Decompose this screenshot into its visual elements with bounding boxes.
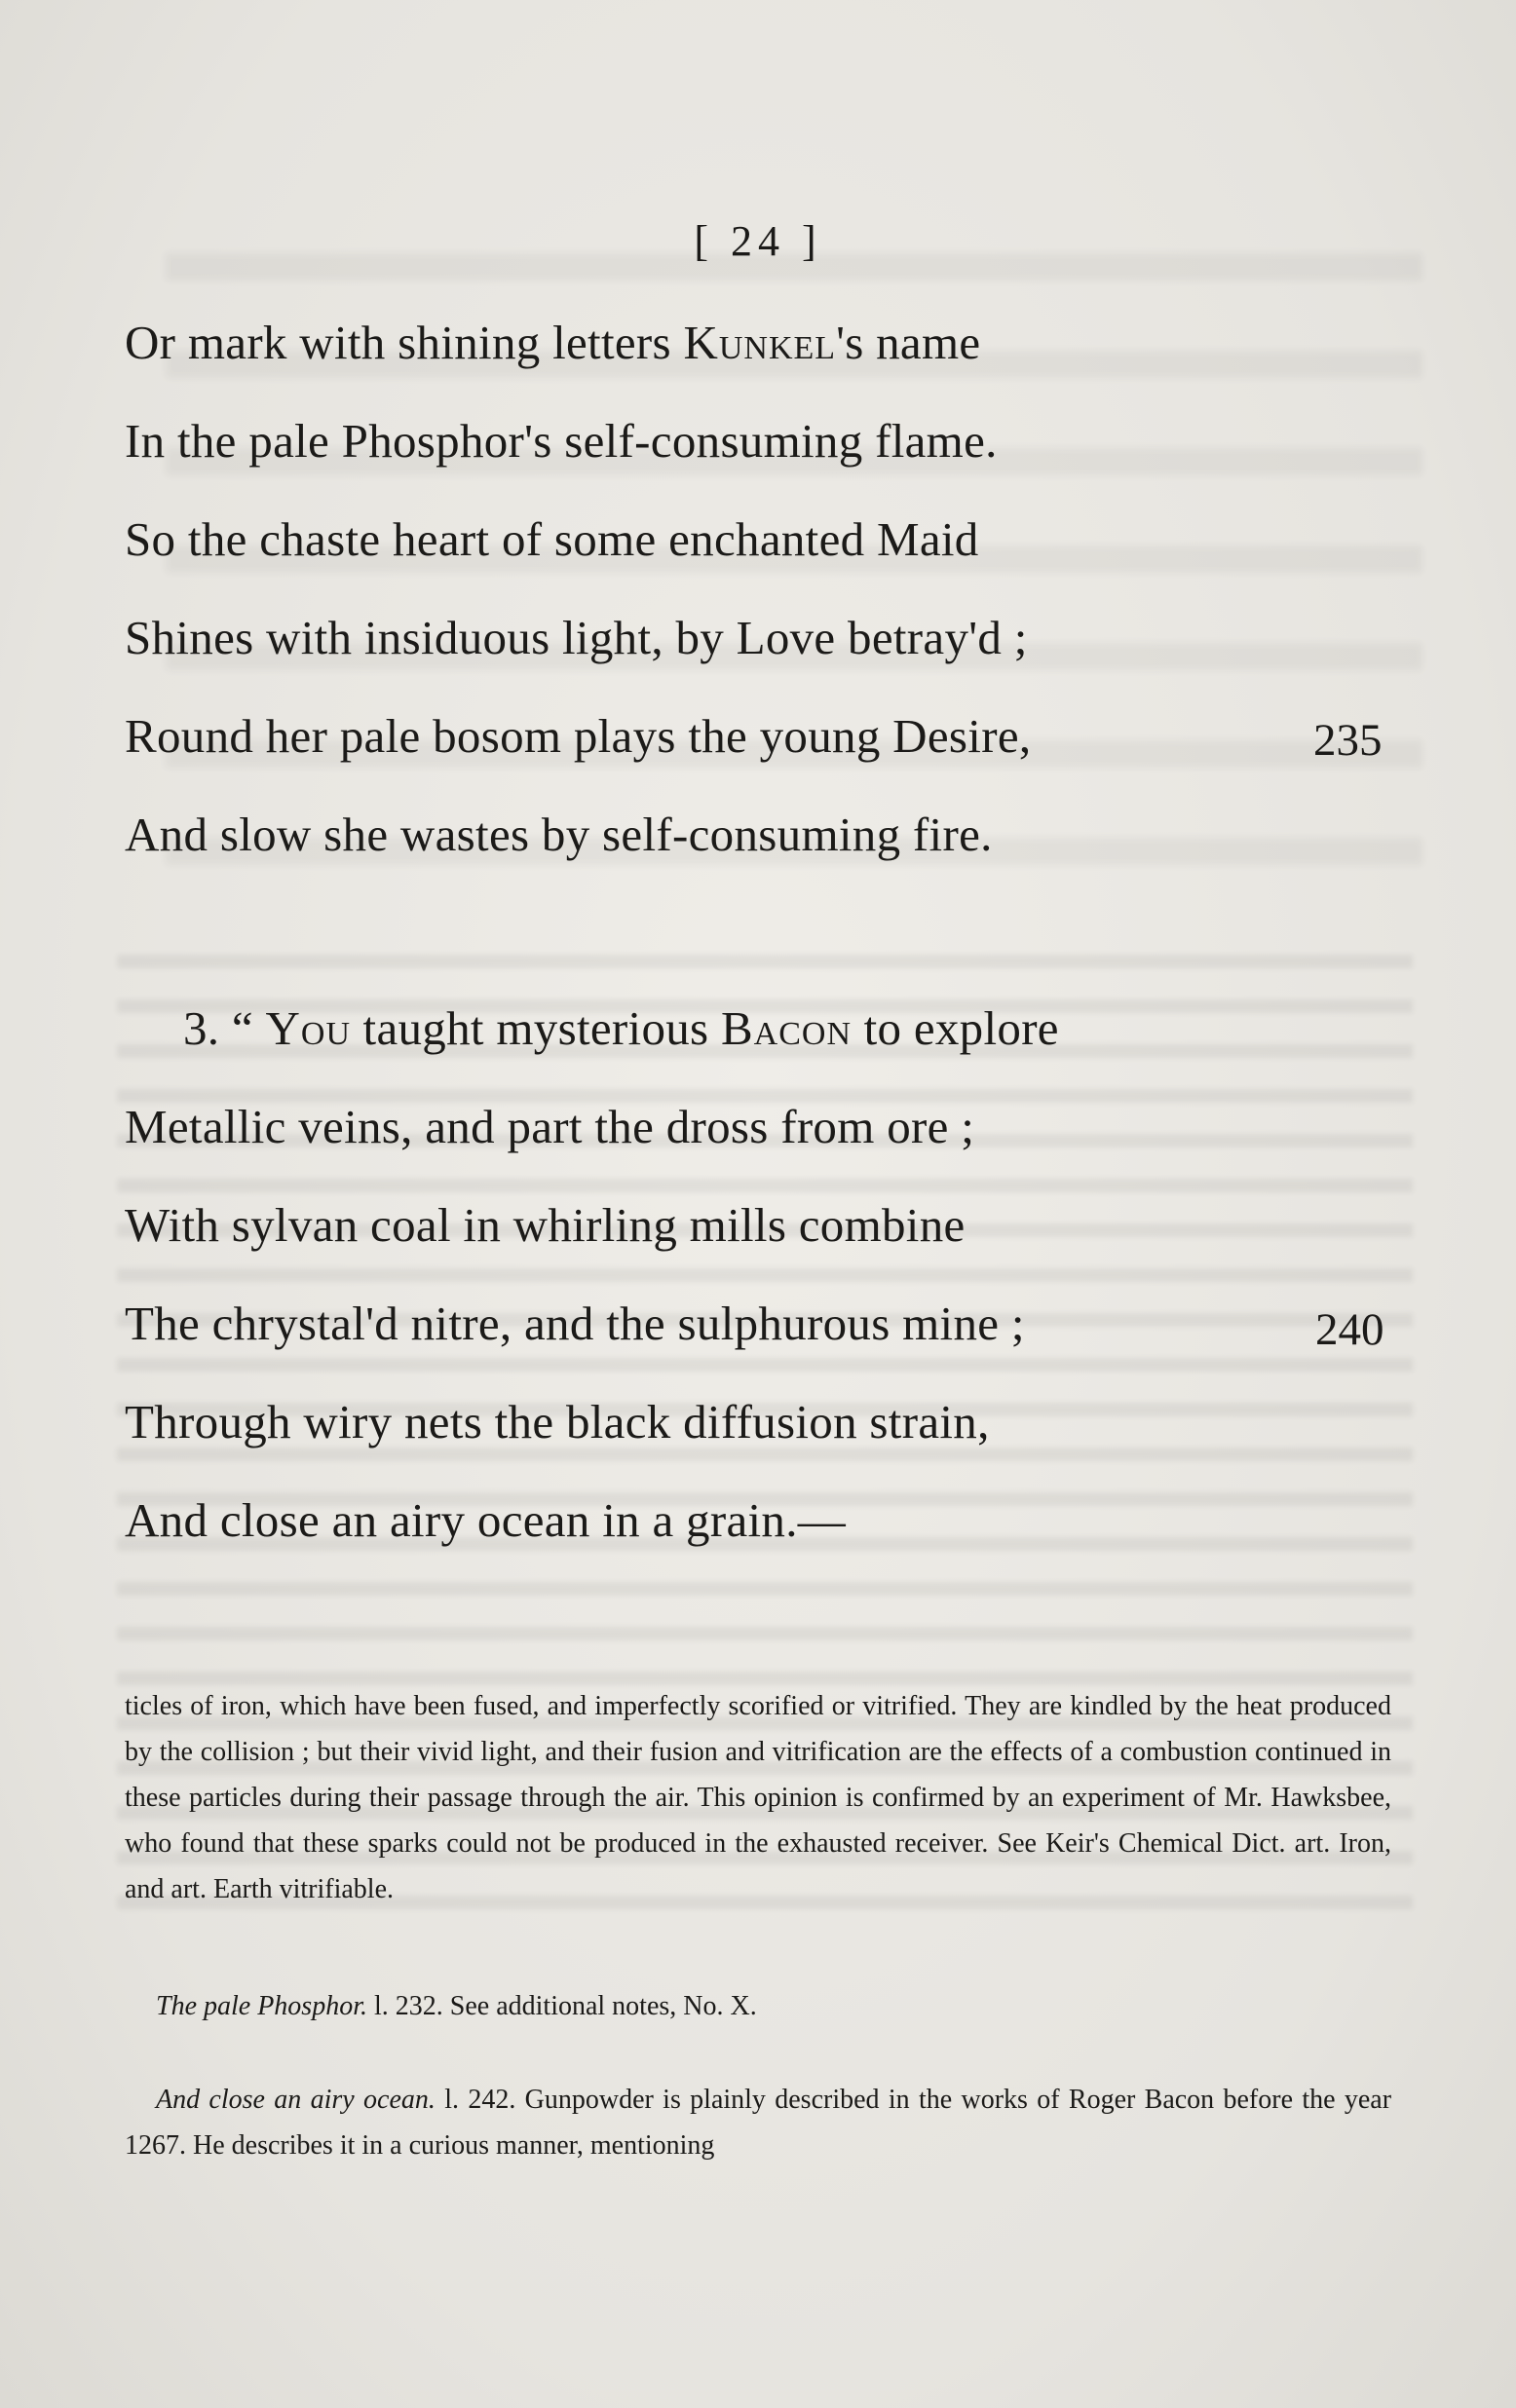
verse-text: 's name	[836, 316, 981, 369]
footnote-text: Gunpowder is plainly described in the works of Roger Bacon before the year 1267. He describes it in a curious manner, mentioning	[125, 2085, 1392, 2161]
page-number: [ 24 ]	[694, 217, 822, 265]
verse-smallcaps-name: Bacon	[720, 1001, 853, 1055]
verse-text: to explore	[852, 1001, 1059, 1055]
verse-line	[125, 315, 980, 370]
footnote-entry	[125, 2077, 1391, 2168]
line-number: 235	[1313, 715, 1383, 766]
verse-text: 3. “	[183, 1001, 266, 1055]
footnote-reference: The pale Phosphor.	[156, 1991, 367, 2021]
verse-line: Through wiry nets the black diffusion strain,	[125, 1395, 990, 1449]
footnote-continuation	[125, 1683, 1391, 1912]
line-number: 240	[1315, 1304, 1384, 1355]
verse-text: taught mysterious	[351, 1001, 721, 1055]
verse-line: And close an airy ocean in a grain.—	[125, 1493, 847, 1547]
footnote-text: ticles of iron, which have been fused, and imperfectly scorified or vitrified. They are kindled by the heat produced by the collision ; but their vivid light, and their fusion and vitrification are the effects of a combustion continued in these particles during their passage through the air. This opinion is confirmed by an experiment of Mr. Hawksbee, who found that these sparks could not be produced in the exhausted receiver. See Keir's Chemical Dict. art. Iron, and art. Earth vitrifiable.	[125, 1691, 1391, 1904]
verse-line: In the pale Phosphor's self-consuming flame.	[125, 414, 998, 468]
footnote-line-ref: l. 232.	[374, 1991, 443, 2021]
verse-line: Shines with insiduous light, by Love betray'd ;	[125, 611, 1028, 664]
verse-line: With sylvan coal in whirling mills combine	[125, 1198, 966, 1252]
verse-line: And slow she wastes by self-consuming fire.	[125, 808, 993, 861]
verse-line: Round her pale bosom plays the young Desire,	[125, 709, 1032, 763]
verse-line: Metallic veins, and part the dross from ore ;	[125, 1100, 975, 1153]
verse-smallcaps-name: Kunkel	[683, 316, 837, 369]
verse-text: Or mark with shining letters	[125, 316, 684, 369]
footnote-entry	[156, 1983, 1391, 2029]
footnote-text: See additional notes, No. X.	[449, 1991, 757, 2021]
footnote-paragraph	[125, 2077, 1391, 2168]
verse-line: So the chaste heart of some enchanted Maid	[125, 512, 979, 566]
verse-line: The chrystal'd nitre, and the sulphurous mine ;	[125, 1297, 1025, 1350]
footnote-reference: And close an airy ocean.	[156, 2085, 436, 2115]
footnote-line-ref: l. 242.	[444, 2085, 516, 2115]
verse-line	[183, 1000, 1059, 1056]
verse-smallcaps-word: You	[265, 1001, 351, 1055]
